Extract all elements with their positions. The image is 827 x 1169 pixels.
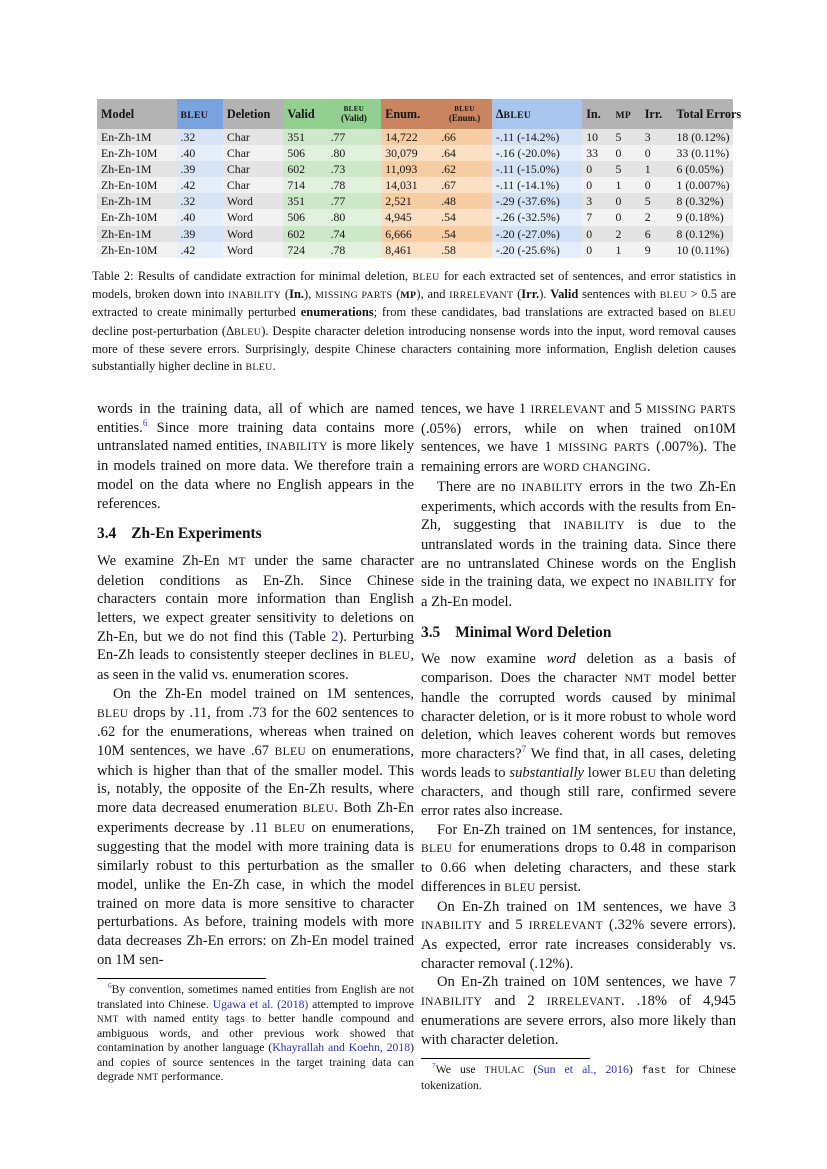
table-cell: 1 — [641, 161, 673, 177]
paragraph — [421, 400, 736, 478]
table-cell: -.20 (-27.0%) — [492, 226, 582, 242]
text-segment: WORD CHANGING — [542, 462, 647, 475]
text-segment: MT — [227, 555, 246, 568]
table-cell: 5 — [611, 129, 640, 145]
text-segment: and 5 — [604, 401, 647, 417]
table-cell: 2 — [611, 226, 640, 242]
table-cell: 0 — [582, 226, 611, 242]
text-segment: BLEU — [180, 109, 209, 121]
column-header — [437, 99, 492, 129]
text-segment: > 0.5 are extracted to create minimally perturbed — [92, 287, 737, 320]
table-cell: 33 (0.11%) — [672, 145, 733, 161]
table-caption — [92, 268, 736, 376]
table-cell: .66 — [437, 129, 492, 145]
text-segment: There are no — [437, 478, 522, 495]
table-cell: 0 — [611, 145, 640, 161]
table-cell: -.29 (-37.6%) — [492, 193, 582, 209]
table-cell: 2 — [641, 209, 673, 225]
text-segment: (.05%) errors, while on when trained on10M sentences, we have 1 — [421, 420, 736, 456]
table-cell: 6 — [641, 226, 673, 242]
footnote — [97, 983, 414, 1085]
paragraph — [421, 478, 736, 612]
text-segment: Δ — [495, 106, 504, 121]
text-segment: Irr. — [521, 287, 540, 302]
table-cell: -.20 (-25.6%) — [492, 242, 582, 258]
text-segment: ( — [392, 287, 401, 302]
text-segment: MISSING PARTS — [646, 404, 736, 416]
text-segment: attempted to improve — [308, 997, 414, 1011]
text-segment: Irr. — [644, 106, 663, 121]
text-segment: (.007%). The remaining errors are — [421, 439, 736, 476]
results-table — [97, 99, 742, 258]
text-segment: for a Zh-En model. — [421, 574, 736, 611]
text-segment: BLEU — [234, 326, 262, 338]
text-segment: words in the training data, all of which are named entities. — [97, 401, 414, 436]
table-cell: 0 — [582, 177, 611, 193]
left-text-column — [97, 400, 414, 1085]
table-cell: .80 — [327, 145, 382, 161]
text-segment: than deleting characters, and though still rare, confirmed severe error rates also increase. — [421, 764, 736, 820]
table-cell: .64 — [437, 145, 492, 161]
table-cell: Zh-En-10M — [97, 242, 177, 258]
footnote-rule — [97, 978, 266, 979]
table-cell: 8,461 — [381, 242, 437, 258]
table-row — [97, 177, 733, 193]
text-segment: ( — [513, 287, 522, 302]
text-segment: lower — [583, 764, 625, 781]
table-cell: Word — [223, 242, 283, 258]
paragraph — [97, 685, 414, 970]
text-segment: drops by .11, from .73 for the 602 sentences to .62 for the enumerations, whereas when trained on 10M sentences, we have .67 — [97, 704, 414, 759]
text-segment: Valid — [287, 106, 315, 121]
text-segment: MISSING PARTS — [315, 290, 393, 302]
table-cell: 0 — [641, 145, 673, 161]
table-cell: .78 — [327, 177, 382, 193]
text-segment: and 2 — [482, 993, 547, 1010]
section-title: Zh-En Experiments — [131, 525, 262, 543]
text-segment: INABILITY — [228, 290, 282, 302]
text-segment: enumerations — [300, 305, 374, 320]
text-segment: ). Despite character deletion introducing nonsense words into the input, word removal causes more of these severe errors. Surprisingly, despite Chinese characters containing more information, English deletion causes substantially higher decline in — [92, 323, 736, 374]
text-segment: for Chinese tokenization. — [421, 1063, 736, 1092]
column-header — [97, 99, 177, 129]
text-segment: for each extracted set of sentences, and error statistics in models, broken down into — [92, 269, 736, 302]
table-row — [97, 129, 733, 145]
citation-link[interactable]: Khayrallah and Koehn, 2018 — [272, 1041, 411, 1055]
table-cell: Word — [223, 226, 283, 242]
table-cell: 5 — [641, 193, 673, 209]
table-cell: En-Zh-10M — [97, 145, 177, 161]
table-cell: 351 — [283, 193, 326, 209]
table-row — [97, 209, 733, 225]
text-segment: ; from these candidates, bad translations are extracted based on — [373, 305, 709, 320]
table-cell: 506 — [283, 145, 326, 161]
footnote-marker[interactable]: 7 — [521, 744, 527, 755]
table-cell: 6 (0.05%) — [672, 161, 733, 177]
text-segment: model better handle the corrupted words caused by minimal character deletion, or is it more robust to whole word deletion, which leaves coherent words but removes more characters? — [421, 670, 736, 762]
column-header — [672, 99, 742, 129]
table-cell: 6,666 — [381, 226, 437, 242]
text-segment: is due to the untranslated words in the training data. Since there are no untranslated Chinese words on the English side in the training data, we expect no — [421, 517, 736, 591]
citation-link[interactable]: Sun et al., 2016 — [537, 1063, 629, 1077]
paragraph — [421, 821, 736, 898]
text-segment: Enum. — [385, 106, 421, 121]
table-cell: Char — [223, 129, 283, 145]
text-segment: ( — [524, 1063, 538, 1077]
table-cell: Char — [223, 161, 283, 177]
text-segment: BLEU — [504, 881, 536, 894]
table-cell: 0 — [611, 209, 640, 225]
table-cell: -.16 (-20.0%) — [492, 145, 582, 161]
text-segment: is more likely in models trained on more data. We therefore train a model on the data where no English appears in the references. — [97, 438, 415, 512]
results-table-container — [97, 99, 742, 258]
text-segment: and 5 — [482, 917, 529, 934]
right-text-column — [421, 400, 736, 1093]
text-segment: INABILITY — [266, 441, 328, 454]
text-segment: BLEU — [454, 105, 475, 114]
text-segment: In. — [289, 287, 305, 302]
text-segment: In. — [586, 106, 601, 121]
text-segment: BLEU — [302, 803, 335, 816]
table-cell: 4,945 — [381, 209, 437, 225]
text-segment: . Both Zh-En experiments decrease by .11 — [97, 800, 414, 836]
column-header — [492, 99, 582, 129]
table-cell: .39 — [177, 226, 223, 242]
table-cell: .78 — [327, 242, 382, 258]
text-segment: BLEU — [624, 767, 657, 780]
column-header — [582, 99, 611, 129]
table-cell: .74 — [327, 226, 382, 242]
text-segment: BLEU — [97, 707, 129, 720]
text-segment: Model — [101, 106, 135, 121]
text-segment: IRRELEVANT — [528, 920, 603, 933]
text-segment: (.32% severe errors). As expected, error rate increases considerably vs. character removal (.12%). — [421, 917, 736, 972]
text-segment: BLEU — [378, 650, 411, 663]
paragraph — [421, 973, 736, 1049]
text-segment: errors in the two Zh-En experiments, which accords with the results from En-Zh, suggesting that — [421, 478, 736, 534]
table-cell: En-Zh-1M — [97, 193, 177, 209]
table-cell: 0 — [582, 161, 611, 177]
table-cell: 3 — [641, 129, 673, 145]
text-segment: tences, we have 1 — [421, 401, 531, 417]
table-cell: Char — [223, 145, 283, 161]
text-segment: , as seen in the valid vs. enumeration scores. — [97, 647, 414, 684]
text-segment: Table 2: Results of candidate extraction for minimal deletion, — [92, 269, 413, 283]
table-cell: .48 — [437, 193, 492, 209]
text-segment: INABILITY — [421, 996, 483, 1009]
table-cell: 714 — [283, 177, 326, 193]
table-row — [97, 193, 733, 209]
table-cell: 14,031 — [381, 177, 437, 193]
text-segment: with named entity tags to better handle compound and ambiguous words, and other previous work showed that contamination by another language ( — [97, 1012, 414, 1055]
text-segment: sentences with — [578, 287, 660, 302]
table-cell: .80 — [327, 209, 382, 225]
table-cell: .67 — [437, 177, 492, 193]
text-segment: ). Perturbing En-Zh leads to consistently steeper declines in — [97, 628, 414, 664]
text-segment: Total Errors — [676, 106, 742, 121]
section-heading — [97, 525, 414, 544]
text-segment: ), — [304, 287, 316, 302]
text-segment: BLEU — [659, 290, 687, 302]
table-cell: 1 — [611, 177, 640, 193]
table-row — [97, 161, 733, 177]
text-segment: Valid — [550, 287, 579, 302]
paragraph — [421, 650, 736, 820]
column-header — [327, 99, 382, 129]
text-segment: THULAC — [484, 1065, 525, 1076]
section-number: 3.4 — [97, 525, 117, 543]
column-header — [283, 99, 326, 129]
table-cell: 0 — [582, 242, 611, 258]
text-segment: substantially — [509, 764, 584, 781]
text-segment: under the same character deletion conditions as En-Zh. Since Chinese characters contain more information than English letters, we expect greater sensitivity to deletions on Zh-En, but we do not find this (Table — [97, 552, 414, 645]
text-segment: BLEU — [274, 745, 307, 758]
text-segment: persist. — [535, 878, 582, 895]
text-segment: INABILITY — [653, 577, 715, 590]
table-header-row — [97, 99, 733, 129]
paragraph — [421, 898, 736, 974]
table-cell: .58 — [437, 242, 492, 258]
section-title: Minimal Word Deletion — [455, 623, 612, 641]
text-segment: INABILITY — [421, 920, 483, 933]
table-row — [97, 242, 733, 258]
table-cell: .54 — [437, 209, 492, 225]
text-segment: MP — [400, 290, 417, 302]
table-cell: 0 — [611, 193, 640, 209]
text-segment: On En-Zh trained on 10M sentences, we have 7 — [437, 974, 736, 991]
table-cell: .32 — [177, 193, 223, 209]
text-segment: BLEU — [421, 843, 453, 856]
table-cell: 10 — [582, 129, 611, 145]
text-segment: ) and copies of source sentences in the target training data can degrade — [97, 1041, 414, 1084]
table-cell: 33 — [582, 145, 611, 161]
footnote — [421, 1063, 736, 1093]
table-cell: 602 — [283, 161, 326, 177]
text-segment: MP — [615, 109, 632, 121]
text-segment: BLEU — [503, 109, 532, 121]
text-segment: ) — [628, 1063, 642, 1077]
table-cell: -.11 (-14.2%) — [492, 129, 582, 145]
text-segment: By convention, sometimes named entities from English are not translated into Chinese. — [97, 983, 414, 1011]
text-segment: IRRELEVANT — [546, 996, 621, 1009]
table-cell: 11,093 — [381, 161, 437, 177]
table-cell: .40 — [177, 209, 223, 225]
text-segment: BLEU — [343, 105, 365, 114]
column-header — [641, 99, 673, 129]
text-segment: (Enum.) — [448, 113, 481, 123]
column-header — [223, 99, 283, 129]
table-cell: .39 — [177, 161, 223, 177]
text-segment: MISSING PARTS — [558, 442, 650, 455]
text-segment: . — [647, 459, 651, 476]
table-cell: En-Zh-1M — [97, 129, 177, 145]
text-segment: ( — [281, 287, 290, 302]
text-segment: IRRELEVANT — [449, 290, 514, 302]
text-segment: ), and — [416, 287, 450, 302]
table-cell: En-Zh-10M — [97, 209, 177, 225]
column-header — [611, 99, 640, 129]
text-segment: performance. — [158, 1070, 224, 1084]
table-cell: .54 — [437, 226, 492, 242]
column-header — [381, 99, 437, 129]
table-cell: 9 — [641, 242, 673, 258]
text-segment: . .18% of 4,945 enumerations are severe errors, also more likely than with character deletion. — [421, 993, 736, 1048]
table-cell: 8 (0.12%) — [672, 226, 733, 242]
table-cell: 3 — [582, 193, 611, 209]
table-cell: 0 — [641, 177, 673, 193]
citation-link[interactable]: 2 — [331, 628, 339, 645]
citation-link[interactable]: Ugawa et al. (2018) — [212, 997, 309, 1011]
text-segment: NMT — [136, 1072, 159, 1083]
footnote-marker[interactable]: 6 — [142, 417, 148, 428]
table-cell: 724 — [283, 242, 326, 258]
table-cell: Char — [223, 177, 283, 193]
text-segment: NMT — [624, 673, 652, 686]
table-cell: 9 (0.18%) — [672, 209, 733, 225]
table-cell: Word — [223, 193, 283, 209]
text-segment: NMT — [97, 1014, 119, 1025]
table-cell: .62 — [437, 161, 492, 177]
text-segment: (Valid) — [341, 113, 367, 123]
text-segment: IRRELEVANT — [530, 404, 605, 416]
table-cell: 351 — [283, 129, 326, 145]
table-cell: .73 — [327, 161, 382, 177]
text-segment: On En-Zh trained on 1M sentences, we have 3 — [437, 898, 736, 915]
table-cell: Word — [223, 209, 283, 225]
text-segment: BLEU — [245, 362, 273, 374]
text-segment: word — [546, 651, 576, 668]
text-segment: deletion as a basis of comparison. Does the character — [421, 651, 736, 687]
table-cell: Zh-En-10M — [97, 177, 177, 193]
text-segment: We use — [435, 1063, 485, 1077]
text-segment: INABILITY — [521, 481, 584, 494]
text-segment: . — [272, 359, 276, 374]
text-segment: fast — [641, 1065, 667, 1078]
table-cell: Zh-En-1M — [97, 161, 177, 177]
table-cell: 2,521 — [381, 193, 437, 209]
text-segment: INABILITY — [563, 520, 625, 533]
table-cell: .77 — [327, 129, 382, 145]
text-segment: BLEU — [274, 822, 306, 835]
table-cell: .42 — [177, 177, 223, 193]
text-segment: Deletion — [226, 106, 271, 121]
table-cell: 602 — [283, 226, 326, 242]
text-segment: decline post-perturbation (Δ — [92, 323, 235, 338]
text-segment: on enumerations, suggesting that the model with more training data is similarly robust to this perturbation as the smaller model, unlike the En-Zh case, in which the model trained on more data is more sensitive to character perturbations. As before, training models with more data decreases Zh-En errors: on Zh-En model trained on 1M sen- — [97, 819, 414, 968]
section-heading — [421, 624, 736, 643]
paragraph — [92, 268, 736, 376]
table-cell: .32 — [177, 129, 223, 145]
table-cell: Zh-En-1M — [97, 226, 177, 242]
paragraph — [97, 400, 414, 513]
text-segment: on enumerations, which is higher than that of the smaller model. This is, notably, the opposite of the En-Zh results, where more data decreased enumeration — [97, 742, 414, 817]
text-segment: for enumerations drops to 0.48 in comparison to 0.66 when deleting characters, and these stark differences in — [421, 840, 736, 895]
text-segment: ). — [539, 287, 551, 302]
column-header — [177, 99, 223, 129]
table-cell: -.26 (-32.5%) — [492, 209, 582, 225]
text-segment: For En-Zh trained on 1M sentences, for instance, — [437, 821, 736, 838]
text-segment: We now examine — [421, 651, 547, 668]
table-cell: 506 — [283, 209, 326, 225]
paragraph — [97, 552, 414, 685]
table-cell: .42 — [177, 242, 223, 258]
table-cell: -.11 (-15.0%) — [492, 161, 582, 177]
table-cell: 7 — [582, 209, 611, 225]
table-cell: .40 — [177, 145, 223, 161]
table-cell: 1 — [611, 242, 640, 258]
table-cell: 14,722 — [381, 129, 437, 145]
footnote-marker[interactable]: 7 — [432, 1062, 436, 1071]
table-cell: 8 (0.32%) — [672, 193, 733, 209]
table-cell: 10 (0.11%) — [672, 242, 733, 258]
table-row — [97, 145, 733, 161]
table-cell: 30,079 — [381, 145, 437, 161]
section-number: 3.5 — [421, 623, 441, 641]
footnote-rule — [421, 1058, 590, 1059]
text-segment: Since more training data contains more untranslated named entities, — [97, 419, 414, 455]
text-segment: BLEU — [708, 308, 736, 320]
table-cell: 18 (0.12%) — [672, 129, 733, 145]
table-cell: -.11 (-14.1%) — [492, 177, 582, 193]
table-cell: .77 — [327, 193, 382, 209]
footnote-marker[interactable]: 6 — [108, 982, 112, 991]
table-cell: 5 — [611, 161, 640, 177]
text-segment: On the Zh-En model trained on 1M sentences, — [113, 685, 414, 702]
table-cell: 1 (0.007%) — [672, 177, 733, 193]
text-segment: We find that, in all cases, deleting words leads to — [421, 745, 736, 781]
table-row — [97, 226, 733, 242]
text-segment: BLEU — [412, 272, 440, 283]
text-segment: We examine Zh-En — [97, 552, 228, 569]
